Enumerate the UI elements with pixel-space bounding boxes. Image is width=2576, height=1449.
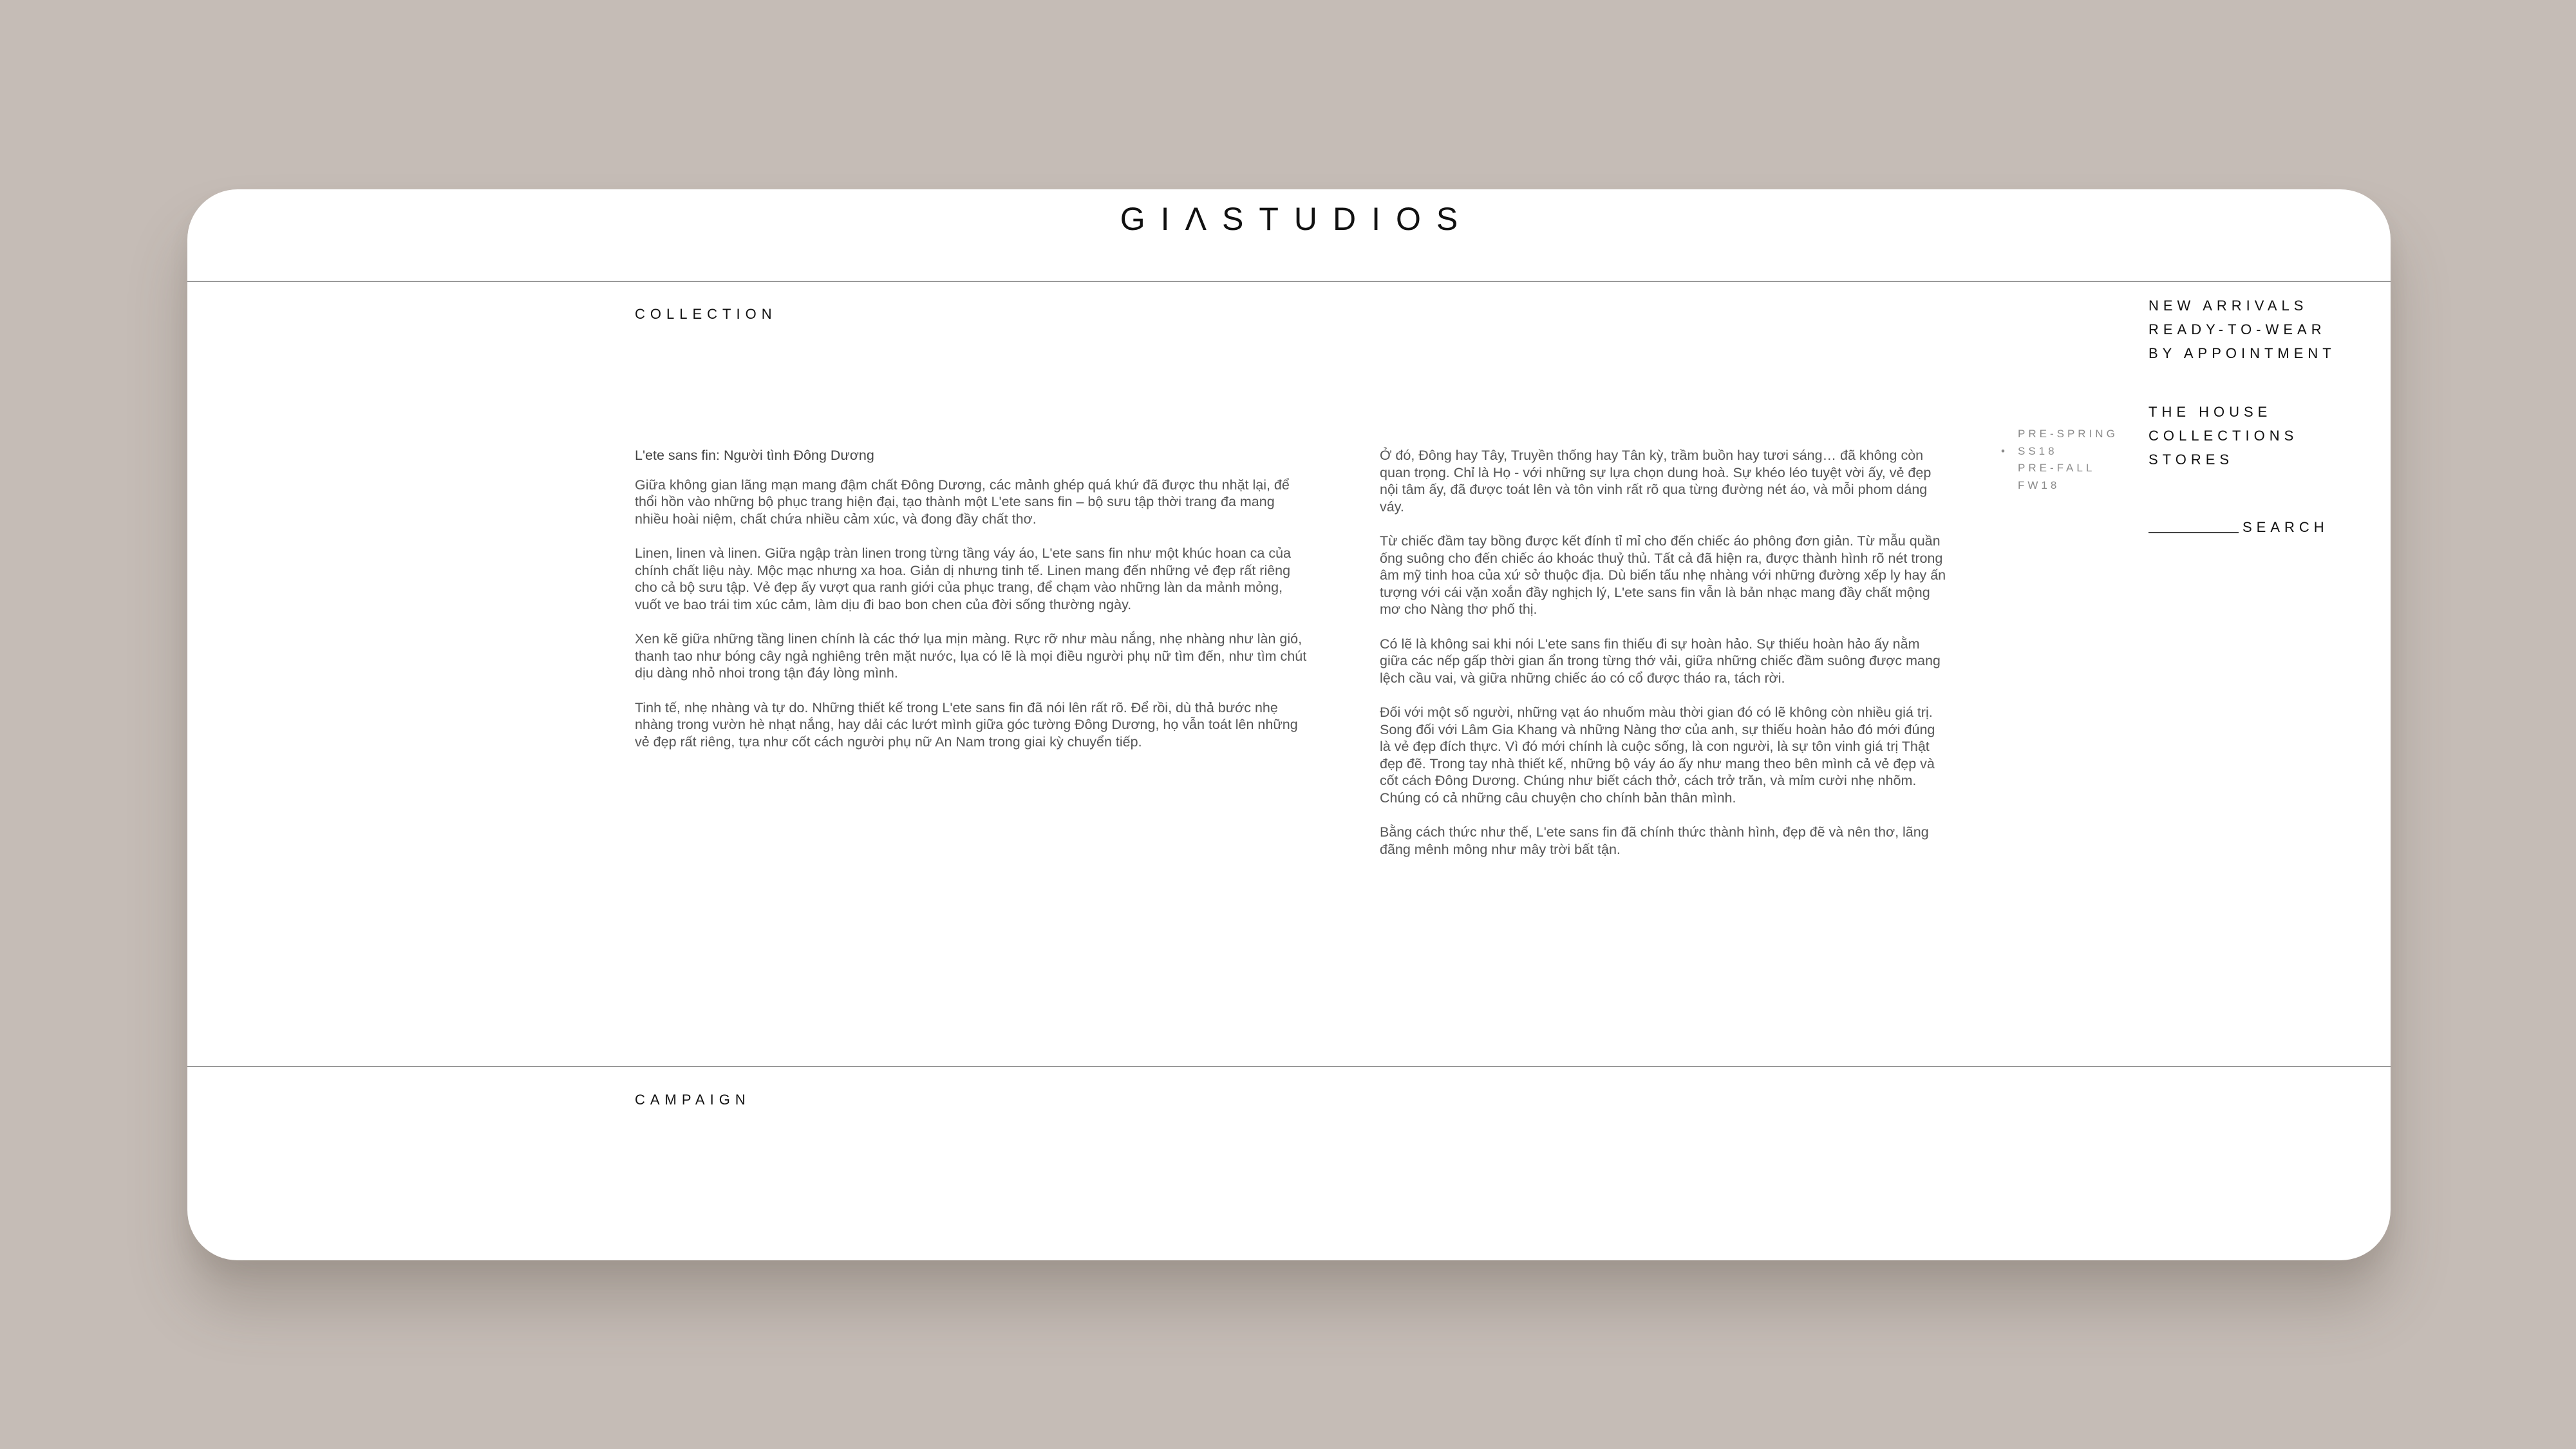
- nav-group-house: [2148, 400, 2336, 471]
- article-paragraph: Từ chiếc đầm tay bồng được kết đính tỉ mỉ cho đến chiếc áo phông đơn giản. Từ mẫu quần ống suông cho đến chiếc áo khoác thuỷ thủ. Tất cả đã hiện ra, được thành hình rõ nét trong âm mỹ tinh hoa của xứ sở thuộc địa. Dù biến tấu nhẹ nhàng với những đường xếp ly hay ấn tượng với cái vặn xoắn đầy nghịch lý, L'ete sans fin vẫn là bản nhạc mang đầy chất mộng mơ cho Nàng thơ phố thị.: [1380, 533, 1946, 617]
- season-link-fw18[interactable]: [2001, 477, 2118, 495]
- main-nav: [2148, 294, 2336, 471]
- active-marker: •: [2001, 444, 2008, 457]
- nav-link-stores[interactable]: STORES: [2148, 451, 2234, 468]
- campaign-section-title: CAMPAIGN: [635, 1092, 751, 1108]
- season-link-pre-spring[interactable]: [2001, 426, 2118, 443]
- season-link-label: PRE-SPRING: [2018, 428, 2118, 440]
- article-paragraph: Bằng cách thức như thế, L'ete sans fin đã chính thức thành hình, đẹp đẽ và nên thơ, lãng đãng mênh mông như mây trời bất tận.: [1380, 824, 1929, 857]
- season-link-ss18[interactable]: [2001, 443, 2118, 460]
- article-paragraph: Tinh tế, nhẹ nhàng và tự do. Những thiết kế trong L'ete sans fin đã nói lên rất rõ. Để rồi, dù thả bước nhẹ nhàng trong vườn hè nhạt nắng, hay dải các lướt mình giữa góc tường Đông Dương, họ vẫn toát lên những vẻ đẹp rất riêng, tựa như cốt cách người phụ nữ An Nam trong giai kỳ chuyển tiếp.: [635, 699, 1298, 750]
- article-title: L'ete sans fin: Người tình Đông Dương: [635, 448, 874, 463]
- nav-link-ready-to-wear[interactable]: READY-TO-WEAR: [2148, 321, 2326, 337]
- search-label[interactable]: SEARCH: [2242, 519, 2329, 535]
- article-paragraph: Xen kẽ giữa những tầng linen chính là các thớ lụa mịn màng. Rực rỡ như màu nắng, nhẹ nhàng như làn gió, thanh tao như bóng cây ngả nghiêng trên mặt nước, lụa có lẽ là mọi điều người phụ nữ tìm đến, như tìm chút dịu dàng nhỏ nhoi trong tận đáy lòng mình.: [635, 631, 1307, 681]
- season-link-label: SS18: [2018, 444, 2058, 457]
- season-link-pre-fall[interactable]: [2001, 460, 2118, 477]
- search-field[interactable]: [2148, 519, 2329, 536]
- page-card: [187, 189, 2391, 1260]
- article-left-column: [635, 447, 1311, 768]
- collection-season-nav: [2001, 426, 2118, 494]
- section-divider: [187, 1066, 2391, 1067]
- nav-link-the-house[interactable]: THE HOUSE: [2148, 404, 2272, 420]
- search-input-underline[interactable]: [2148, 532, 2239, 533]
- nav-link-new-arrivals[interactable]: NEW ARRIVALS: [2148, 298, 2308, 314]
- article-paragraph: Giữa không gian lãng mạn mang đậm chất Đông Dương, các mảnh ghép quá khứ đã được thu nhặt lại, để thổi hồn vào những bộ phục trang hiện đại, tạo thành một L'ete sans fin – bộ sưu tập thời trang đa mang nhiều hoài niệm, chất chứa nhiều cảm xúc, và đong đầy chất thơ.: [635, 477, 1290, 527]
- brand-logo[interactable]: GIΛSTUDIOS: [1120, 201, 1474, 237]
- article-paragraph: Có lẽ là không sai khi nói L'ete sans fin thiếu đi sự hoàn hảo. Sự thiếu hoàn hảo ấy nằm giữa các nếp gấp thời gian ẩn trong từng thớ vải, giữa những chiếc đầm suông được mang lệch cầu vai, và giữa những chiếc áo có cổ được tháo ra, tách rời.: [1380, 636, 1941, 686]
- article-paragraph: Ở đó, Đông hay Tây, Truyền thống hay Tân kỳ, trầm buồn hay tươi sáng… đã không còn quan trọng. Chỉ là Họ - với những sự lựa chọn dung hoà. Sự khéo léo tuyệt vời ấy, vẻ đẹp nội tâm ấy, đã được toát lên và tôn vinh rất rõ qua từng đường nét áo, và mỗi phom dáng váy.: [1380, 448, 1932, 515]
- season-link-label: FW18: [2018, 478, 2060, 491]
- site-header: [187, 189, 2391, 282]
- article-paragraph: Linen, linen và linen. Giữa ngập tràn linen trong từng tầng váy áo, L'ete sans fin như một khúc hoan ca của chính chất liệu này. Mộc mạc nhưng xa hoa. Giản dị nhưng tinh tế. Linen mang đến những vẻ đẹp rất riêng cho cả bộ sưu tập. Vẻ đẹp ấy vượt qua ranh giới của phục trang, để chạm vào những làn da mảnh mỏng, vuốt ve bao trái tim xúc cảm, làm dịu đi bao bon chen của đời sống thường ngày.: [635, 545, 1292, 612]
- season-link-label: PRE-FALL: [2018, 462, 2096, 474]
- nav-link-by-appointment[interactable]: BY APPOINTMENT: [2148, 345, 2336, 361]
- collection-section-title: COLLECTION: [635, 306, 777, 322]
- nav-link-collections[interactable]: COLLECTIONS: [2148, 428, 2299, 444]
- article-paragraph: Đối với một số người, những vạt áo nhuốm màu thời gian đó có lẽ không còn nhiều giá trị. Song đối với Lâm Gia Khang và những Nàng thơ của anh, sự thiếu hoàn hảo đó mới đúng là vẻ đẹp đích thực. Vì đó mới chính là cuộc sống, là con người, là sự tôn vinh giá trị Thật đẹp đẽ. Trong tay nhà thiết kế, những bộ váy áo ấy như mang theo bên mình cả vẻ đẹp và cốt cách Đông Dương. Chúng như biết cách thở, cách trở trăn, và mỉm cười nhẹ nhõm. Chúng có cả những câu chuyện cho chính bản thân mình.: [1380, 705, 1935, 806]
- article-right-column: [1380, 447, 1946, 875]
